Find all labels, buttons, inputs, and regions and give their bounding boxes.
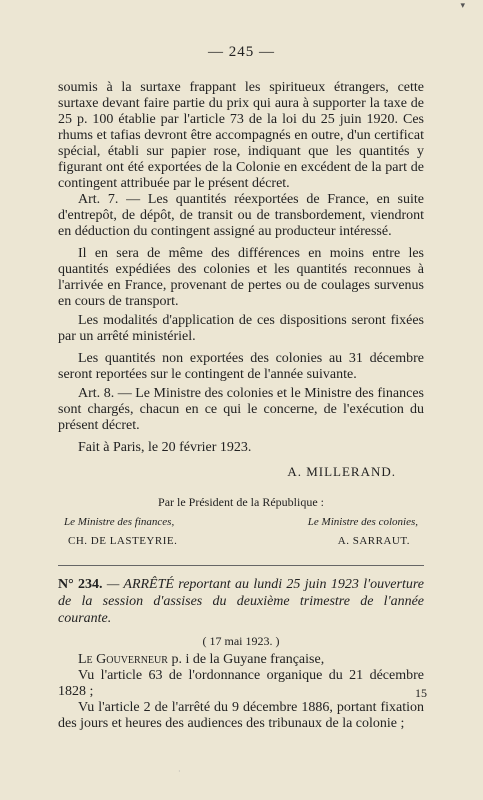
gouverneur-caps: Le Gouverneur bbox=[78, 652, 168, 667]
minister-finances-name: CH. DE LASTEYRIE. bbox=[68, 535, 178, 547]
main-text bbox=[58, 80, 424, 732]
paragraph-article-7: Art. 7. — Les quantités réexportées de France, en suite d'entrepôt, de dépôt, de transit ou de transbordement, viendront en déduction du contingent assigné au producteur intéressé. bbox=[58, 192, 424, 239]
decree-number: N° 234. bbox=[58, 577, 103, 592]
decree-date: ( 17 mai 1923. ) bbox=[202, 634, 280, 648]
minister-colonies-title: Le Ministre des colonies, bbox=[307, 516, 418, 528]
place-date: Fait à Paris, le 20 février 1923. bbox=[78, 440, 252, 455]
paragraph-quantites-non-exportees: Les quantités non exportées des colonies au 31 décembre seront reportées sur le contingent de l'année suivante. bbox=[58, 351, 424, 382]
minister-titles-row bbox=[58, 514, 424, 530]
decree-title: — ARRÊTÉ reportant au lundi 25 juin 1923 l'ouverture de la session d'assises du deuxième trimestre de l'année courante. bbox=[58, 577, 424, 626]
gouverneur-rest: p. i de la Guyane française, bbox=[167, 652, 325, 667]
paragraph-article-8: Art. 8. — Le Ministre des colonies et le Ministre des finances sont chargés, chacun en ce qui le concerne, de l'exécution du présent décret. bbox=[58, 386, 424, 433]
vu-article-2: Vu l'article 2 de l'arrêté du 9 décembre 1886, portant fixation des jours et heures des audiences des tribunaux de la colonie ; bbox=[58, 700, 424, 731]
minister-finances-title: Le Ministre des finances, bbox=[64, 516, 175, 528]
decree-heading bbox=[58, 576, 424, 627]
paragraph-continuation: soumis à la surtaxe frappant les spiritueux étrangers, cette surtaxe devant faire partie du prix qui aura à supporter la taxe de 25 p. 100 établie par l'article 73 de la loi du 25 juin 1920. Ces rhums et tafias devront être accompagnés en outre, d'un certificat spécial, établi sur papier rose, indiquant que les quantités y figurant ont été exportées de la Colonie en excédent de la part de contingent attribuée par le présent décret. bbox=[58, 80, 424, 191]
paragraph-modalites: Les modalités d'application de ces dispositions seront fixées par un arrêté ministériel. bbox=[58, 313, 424, 344]
signature-mark: 15 bbox=[415, 686, 427, 700]
minister-names-row bbox=[58, 533, 424, 549]
paragraph-differences: Il en sera de même des différences en moins entre les quantités expédiées des colonies et les quantités reconnues à l'arrivée en France, provenant de pertes ou de coulages survenus en cours de transport. bbox=[58, 246, 424, 309]
paper-speck: · bbox=[178, 767, 181, 776]
gouverneur-line bbox=[58, 652, 424, 668]
section-divider bbox=[58, 565, 424, 566]
president-name: A. MILLERAND. bbox=[287, 464, 396, 479]
minister-colonies-name: A. SARRAUT. bbox=[337, 535, 410, 547]
president-signature-row bbox=[58, 464, 424, 480]
corner-mark: ▾ bbox=[460, 0, 465, 10]
page-number: — 245 — bbox=[208, 44, 275, 60]
par-le-president: Par le Président de la République : bbox=[158, 495, 324, 509]
vu-article-63: Vu l'article 63 de l'ordonnance organique du 21 décembre 1828 ; bbox=[58, 668, 424, 699]
